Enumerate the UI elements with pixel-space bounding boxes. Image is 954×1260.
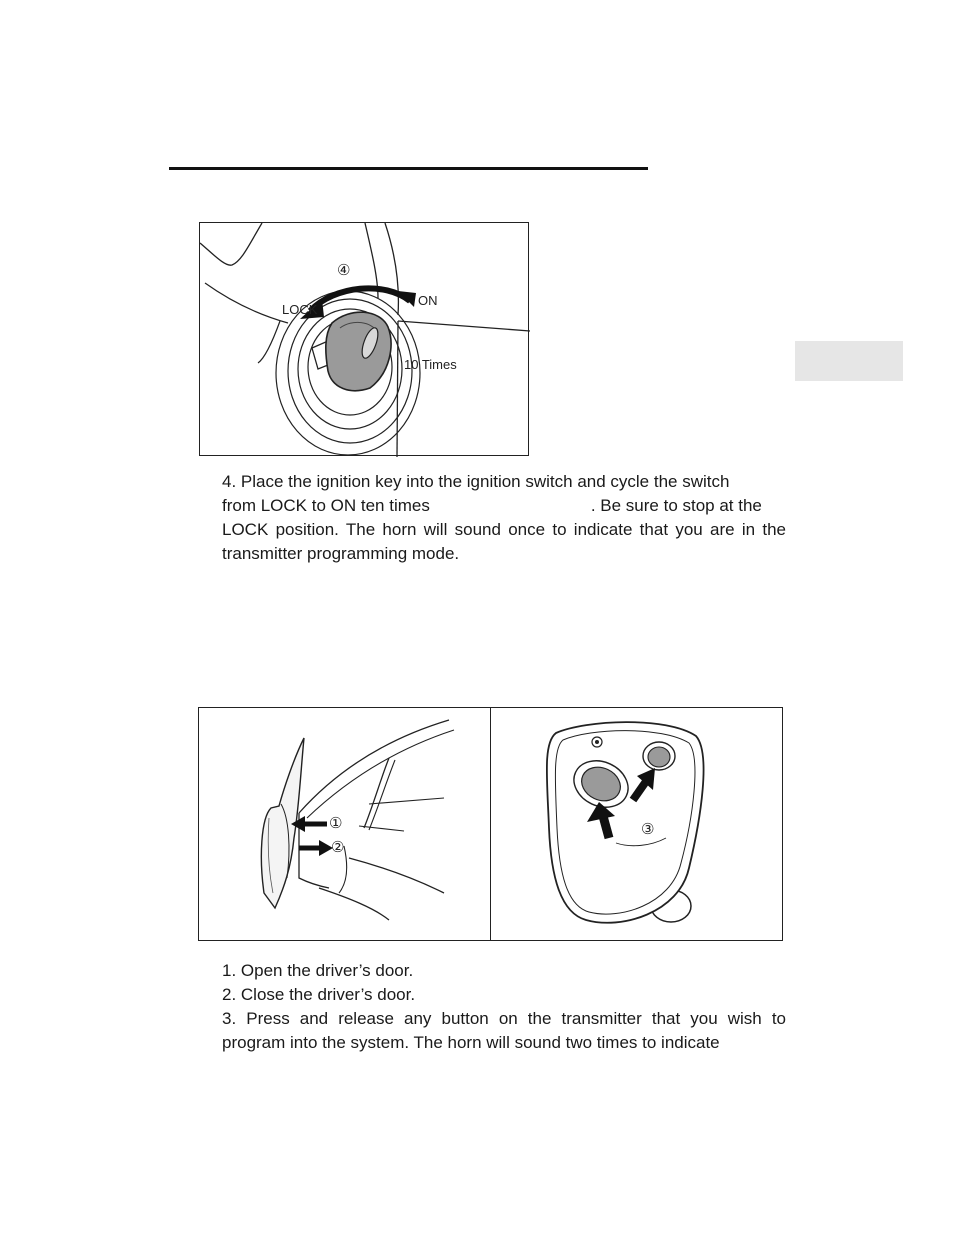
step-4-rest: LOCK position. The horn will sound once to indicate that you are in the transmitter programming mode. (222, 520, 786, 563)
step-4-marker: ④ (337, 262, 351, 279)
step-4-line1: 4. Place the ignition key into the ignition switch and cycle the switch (222, 472, 730, 491)
transmitter-illustration (491, 708, 782, 940)
step-4-paragraph (222, 470, 786, 566)
step-4-line2-start: from LOCK to ON ten times (222, 496, 430, 515)
step-4-line2-end: . Be sure to stop at the (590, 496, 762, 515)
on-label: ON (418, 293, 438, 308)
step-1: 1. Open the driver’s door. (222, 961, 414, 980)
marker-3: ③ (641, 821, 655, 838)
lock-label: LOCK (282, 302, 318, 317)
step-3: 3. Press and release any button on the transmitter that you wish to program into the system. The horn will sound two times to indicate (222, 1009, 786, 1052)
transmitter-panel (491, 708, 782, 940)
ten-times-label: 10 Times (404, 357, 457, 372)
marker-2: ② (331, 839, 345, 856)
step-2: 2. Close the driver’s door. (222, 985, 416, 1004)
chapter-tab (795, 341, 903, 381)
section-rule (169, 167, 648, 170)
door-transmitter-figure (198, 707, 783, 941)
ignition-key-illustration (200, 223, 530, 457)
marker-1: ① (329, 815, 343, 832)
ignition-key-figure (199, 222, 529, 456)
car-door-illustration (199, 708, 490, 940)
door-panel (199, 708, 490, 940)
